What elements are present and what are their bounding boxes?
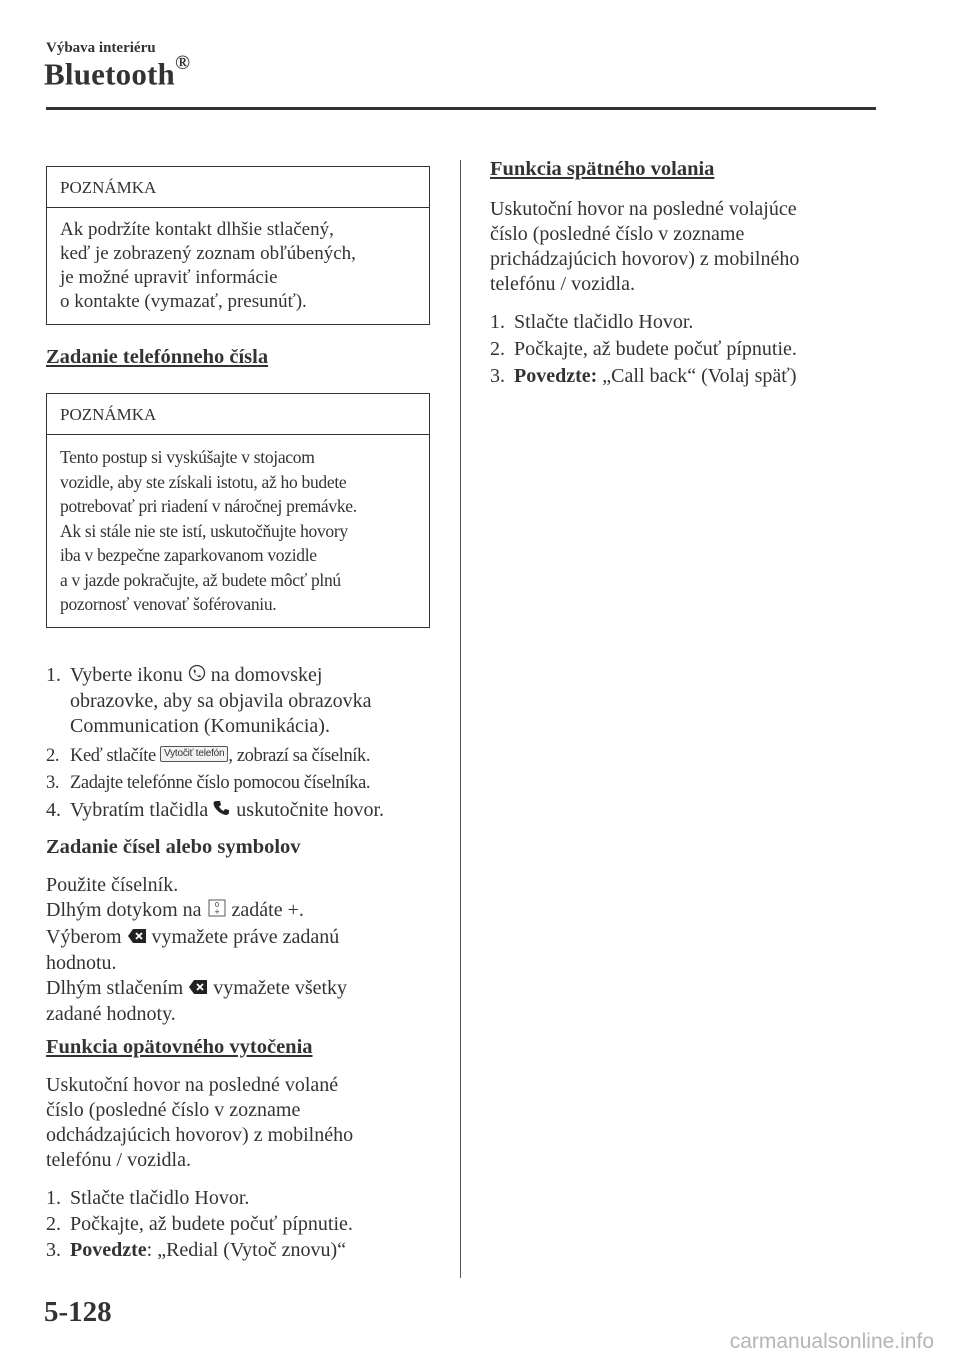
step-text: Počkajte, až budete počuť pípnutie. bbox=[514, 338, 797, 360]
note-line: iba v bezpečne zaparkovanom vozidle bbox=[60, 545, 317, 565]
note-line: a v jazde pokračujte, až budete môcť plnú bbox=[60, 569, 341, 590]
note-label: POZNÁMKA bbox=[47, 394, 429, 435]
heading-callback: Funkcia spätného volania bbox=[490, 158, 715, 180]
step-text: Stlačte tlačidlo Hovor. bbox=[70, 1187, 250, 1209]
para-line: telefónu / vozidla. bbox=[46, 1149, 191, 1171]
callback-paragraph bbox=[490, 197, 799, 297]
note-line: pozornosť venovať šoférovaniu. bbox=[60, 594, 277, 614]
note-line: Tento postup si vyskúšajte v stojacom bbox=[60, 447, 315, 467]
step-2 bbox=[46, 744, 370, 769]
para-text: zadáte +. bbox=[231, 899, 304, 922]
para-text: Výberom bbox=[46, 926, 122, 948]
para-line: zadané hodnoty. bbox=[46, 1002, 176, 1025]
backspace-icon bbox=[127, 926, 147, 951]
para-text: Dlhým dotykom na bbox=[46, 899, 202, 922]
step-text: Keď stlačíte bbox=[70, 746, 156, 766]
step-text: na domovskej bbox=[210, 664, 323, 686]
callback-step-3 bbox=[490, 364, 797, 389]
zero-plus-key-icon bbox=[207, 898, 227, 925]
note-line: potrebovať pri riadení v náročnej premávke. bbox=[60, 496, 357, 516]
step-text: Vyberte ikonu bbox=[70, 664, 183, 686]
step-text: Vybratím tlačidla bbox=[70, 799, 209, 821]
note-body bbox=[47, 208, 429, 324]
note-label: POZNÁMKA bbox=[47, 167, 429, 208]
redial-step-2 bbox=[46, 1212, 353, 1237]
para-line: telefónu / vozidla. bbox=[490, 273, 635, 295]
para-line: Uskutoční hovor na posledné volané bbox=[46, 1074, 339, 1096]
heading-phone-number: Zadanie telefónneho čísla bbox=[46, 346, 269, 368]
heading-numbers-symbols: Zadanie čísel alebo symbolov bbox=[46, 836, 301, 858]
note-body bbox=[47, 435, 429, 627]
step-text: : „Redial (Vytoč znovu)“ bbox=[146, 1239, 347, 1261]
para-line: odchádzajúcich hovorov) z mobilného bbox=[46, 1124, 354, 1146]
heading-redial: Funkcia opätovného vytočenia bbox=[46, 1036, 313, 1058]
step-number: 3. bbox=[46, 1239, 61, 1261]
step-number: 2. bbox=[46, 746, 60, 766]
redial-paragraph bbox=[46, 1073, 353, 1173]
note-line: Ak si stále nie ste istí, uskutočňujte hovory bbox=[60, 520, 348, 541]
registered-mark: ® bbox=[174, 52, 191, 74]
step-text: Stlačte tlačidlo Hovor. bbox=[514, 311, 694, 333]
backspace-icon bbox=[188, 977, 208, 1002]
step-text: „Call back“ (Volaj späť) bbox=[597, 365, 797, 387]
step-number: 3. bbox=[490, 365, 505, 387]
note-line: vozidle, aby ste získali istotu, až ho budete bbox=[60, 471, 347, 492]
note-box-favorites bbox=[46, 166, 430, 325]
step-1 bbox=[46, 663, 372, 739]
column-divider bbox=[460, 160, 461, 1278]
step-number: 3. bbox=[46, 773, 60, 793]
step-keyword: Povedzte bbox=[70, 1239, 147, 1261]
step-text: uskutočnite hovor. bbox=[236, 799, 385, 821]
watermark-text[interactable]: carmanualsonline.info bbox=[729, 1330, 934, 1353]
note-line: je možné upraviť informácie bbox=[60, 267, 278, 288]
step-text: obrazovke, aby sa objavila obrazovka bbox=[70, 689, 372, 712]
para-line: číslo (posledné číslo v zozname bbox=[490, 223, 745, 245]
svg-text:+: + bbox=[213, 908, 220, 916]
note-line: o kontakte (vymazať, presunúť). bbox=[60, 291, 307, 312]
para-line: Použite číselník. bbox=[46, 874, 179, 896]
para-line: číslo (posledné číslo v zozname bbox=[46, 1099, 301, 1121]
page-title bbox=[44, 52, 191, 92]
dial-phone-button-image: Vytočiť telefón bbox=[160, 746, 228, 762]
step-text: Communication (Komunikácia). bbox=[70, 714, 330, 737]
symbols-paragraph bbox=[46, 873, 347, 1027]
note-line: Ak podržíte kontakt dlhšie stlačený, bbox=[60, 219, 334, 240]
redial-step-1 bbox=[46, 1186, 249, 1211]
step-4 bbox=[46, 798, 384, 824]
para-line: Uskutoční hovor na posledné volajúce bbox=[490, 198, 797, 220]
page-title-text: Bluetooth bbox=[44, 56, 175, 92]
step-text: , zobrazí sa číselník. bbox=[228, 746, 371, 766]
step-number: 2. bbox=[46, 1213, 61, 1235]
phone-handset-icon bbox=[213, 799, 231, 824]
para-line bbox=[46, 976, 347, 1002]
para-text: Dlhým stlačením bbox=[46, 976, 184, 999]
step-number: 1. bbox=[46, 1187, 61, 1209]
section-subtitle: Výbava interiéru bbox=[46, 40, 156, 56]
svg-text:0: 0 bbox=[214, 901, 219, 909]
step-number: 1. bbox=[46, 664, 61, 686]
note-box-safety bbox=[46, 393, 430, 628]
step-number: 2. bbox=[490, 338, 505, 360]
step-text: Počkajte, až budete počuť pípnutie. bbox=[70, 1213, 353, 1235]
step-number: 1. bbox=[490, 311, 505, 333]
callback-step-1 bbox=[490, 310, 693, 335]
page-number: 5-128 bbox=[44, 1296, 112, 1328]
para-line bbox=[46, 898, 347, 925]
para-line: hodnotu. bbox=[46, 951, 117, 974]
para-line bbox=[46, 925, 347, 951]
step-3 bbox=[46, 771, 370, 796]
para-text: vymažete všetky bbox=[213, 976, 348, 999]
para-text: vymažete práve zadanú bbox=[151, 926, 340, 948]
step-number: 4. bbox=[46, 799, 61, 821]
step-text: Zadajte telefónne číslo pomocou číselníka. bbox=[70, 773, 371, 793]
phone-communication-icon bbox=[188, 664, 206, 689]
callback-step-2 bbox=[490, 337, 797, 362]
header-rule bbox=[46, 107, 876, 110]
step-keyword: Povedzte: bbox=[514, 365, 598, 387]
para-line: prichádzajúcich hovorov) z mobilného bbox=[490, 248, 800, 270]
note-line: keď je zobrazený zoznam obľúbených, bbox=[60, 243, 356, 264]
redial-step-3 bbox=[46, 1238, 346, 1263]
